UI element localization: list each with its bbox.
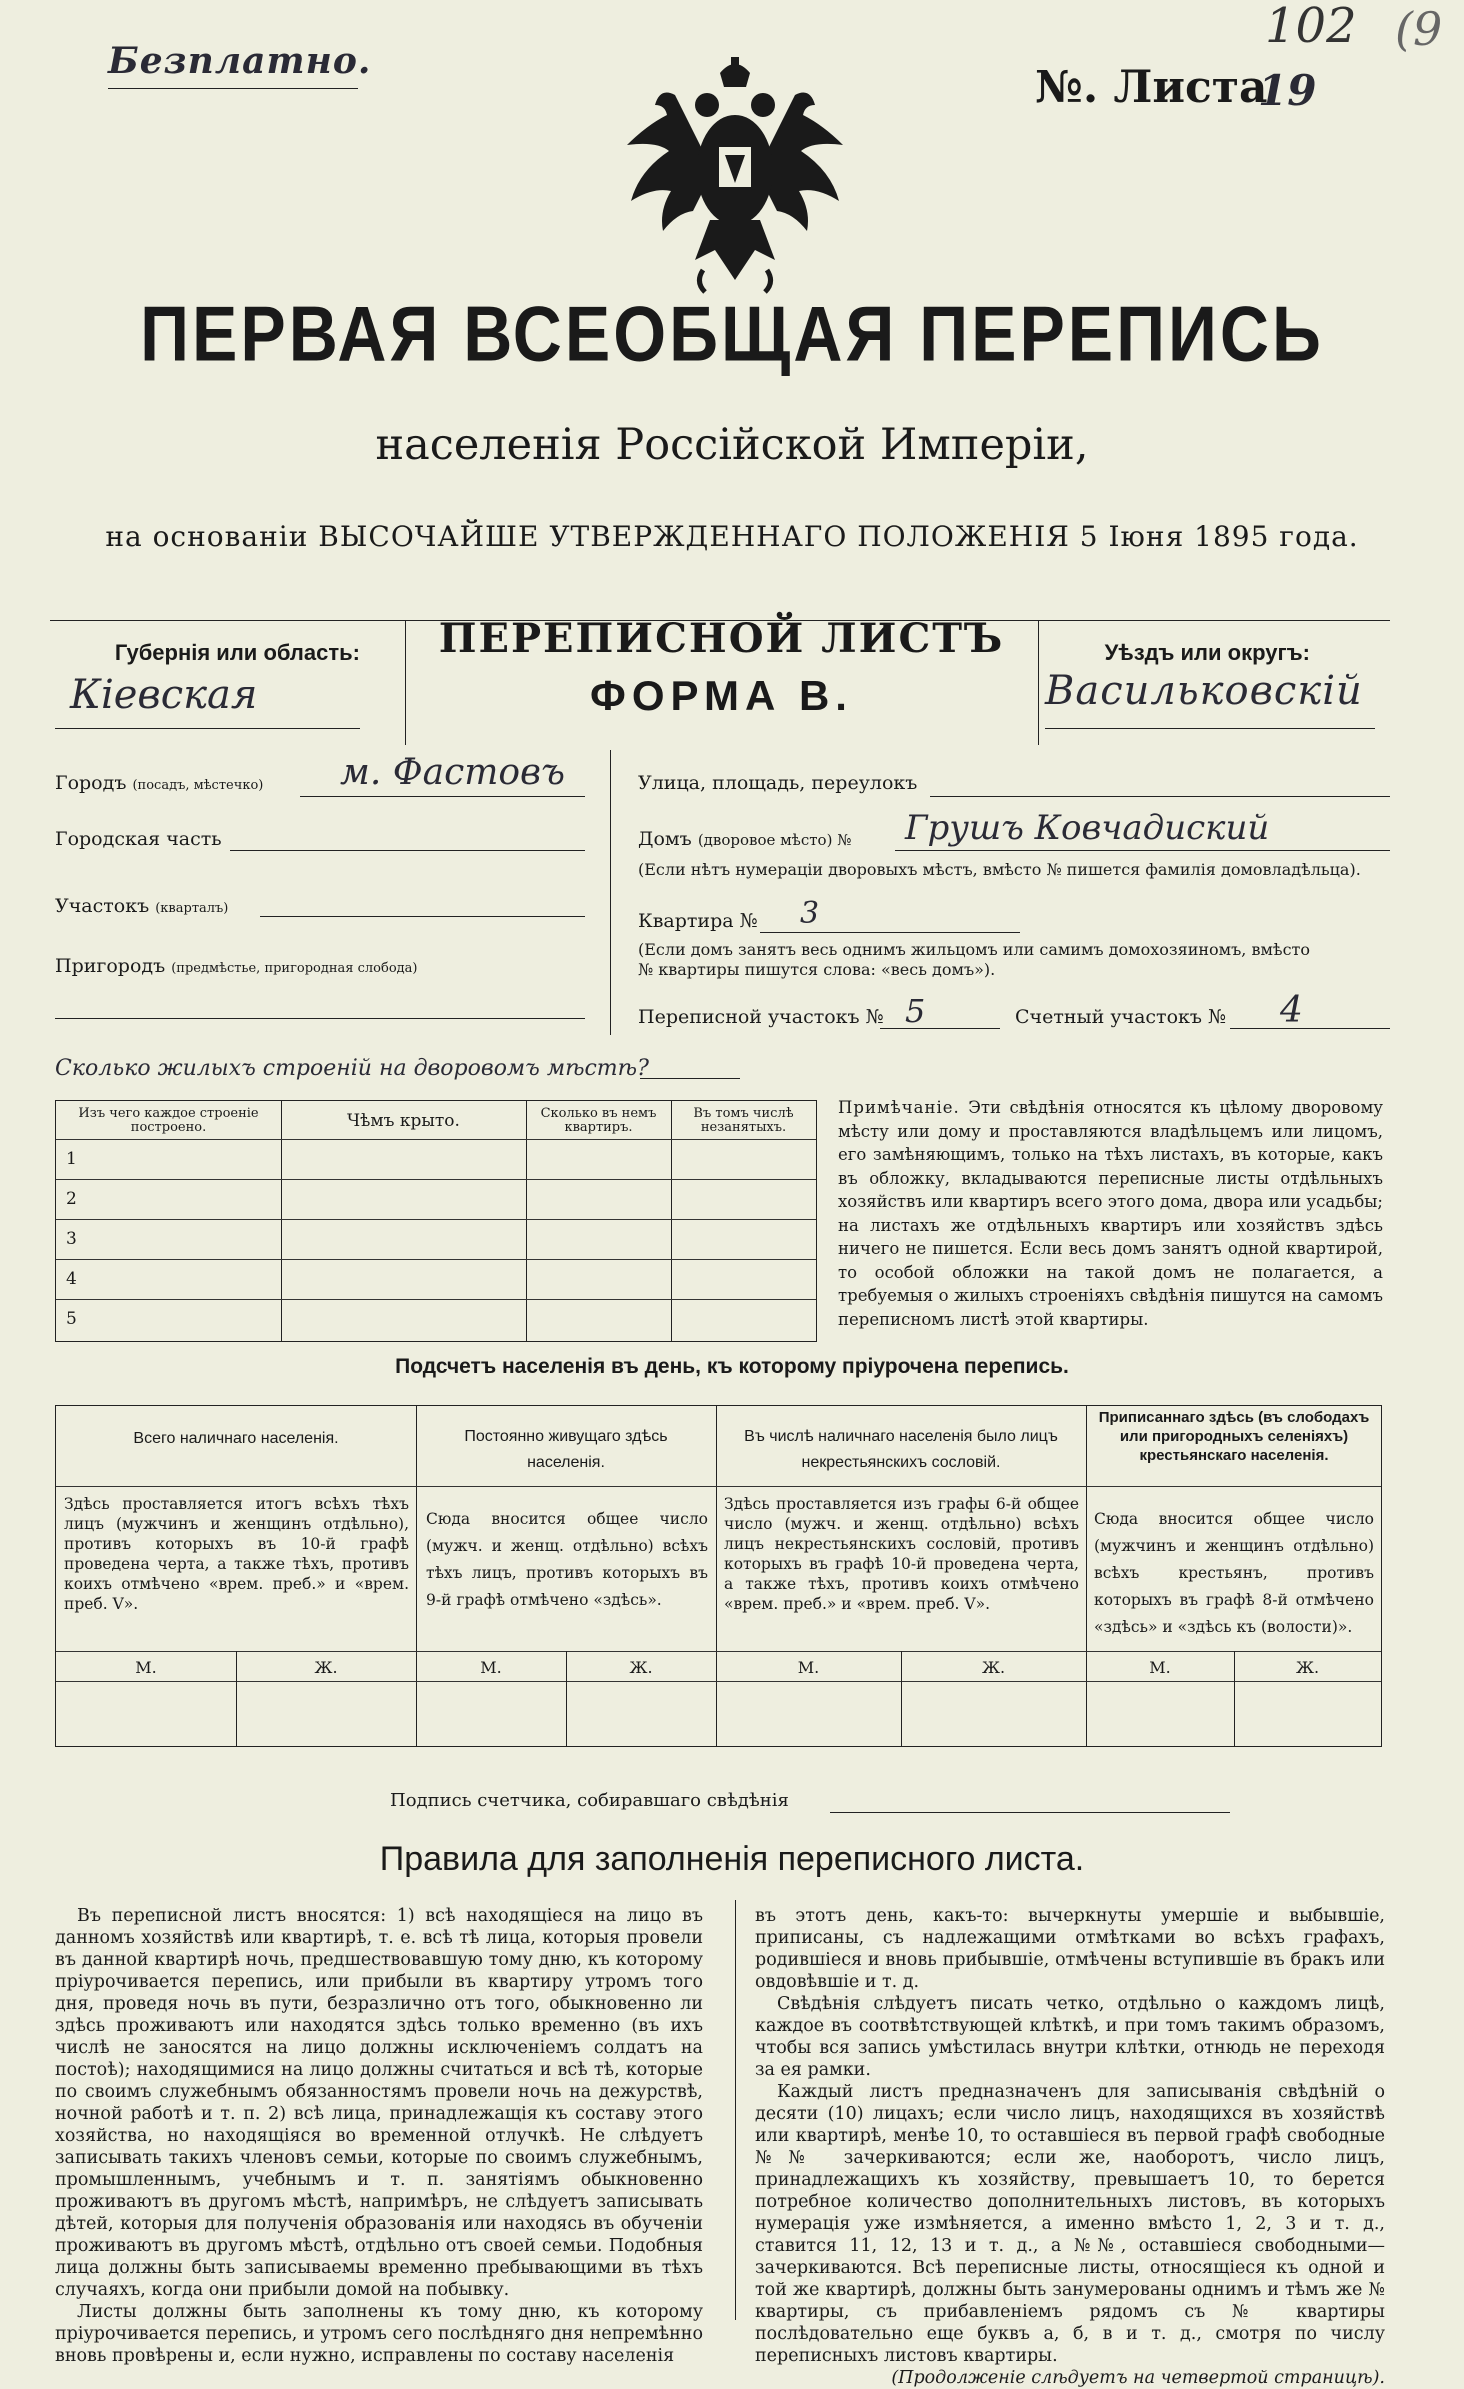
town-hint: (посадъ, мѣстечко) <box>132 778 264 793</box>
suburb-label: Пригородъ <box>55 955 166 977</box>
note-text: Эти свѣдѣнія относятся къ цѣлому дворовому мѣсту или дому и проставляются владѣльцемъ или лицомъ, его замѣняющимъ, только на тѣхъ листахъ, въ которые, какъ въ обложку, вкладываются переписные листы отдѣльныхъ хозяйствъ или квартиръ всего этого дома, двора или усадьбы; на листахъ же отдѣльныхъ квартиръ или хозяйствъ здѣсь ничего не пишется. Если весь домъ занятъ одной квартирой, то особой обложки на такой домъ не полагается, а требуемыя о жилыхъ строеніяхъ свѣдѣнія пишутся на самомъ переписномъ листѣ этой квартиры. <box>838 1098 1383 1329</box>
note-label: Примѣчаніе. <box>838 1098 960 1117</box>
row-number: 5 <box>66 1309 77 1329</box>
rules-paragraph: Каждый листъ предназначенъ для записыванія свѣдѣній о десяти (10) лицахъ; если число лицъ, находящихся въ хозяйствѣ или квартирѣ, менѣе 10, то оставшіеся въ первой графѣ свободные №№ зачеркиваются; если же, наоборотъ, число лицъ, принадлежащихъ къ хозяйству, превышаетъ 10, то берется потребное количество дополнительныхъ листовъ, въ которыхъ нумерація уже измѣняется, а именно вмѣсто 1, 2, 3 и т. д., ставится 11, 12, 13 и т. д., а №№, оставшіеся свободными—зачеркиваются. Всѣ переписные листы, относящіеся къ одной и той же квартирѣ, должны быть занумерованы однимъ и тѣмъ же № квартиры, съ прибавленіемъ рядомъ съ № квартиры послѣдовательно еще буквъ а, б, в и т. д., смотря по числу переписныхъ листовъ квартиры. <box>755 2082 1385 2366</box>
apartment-label: Квартира № <box>638 910 758 932</box>
row-number: 1 <box>66 1149 77 1169</box>
col-nonpeasant-desc: Здѣсь проставляется изъ графы 6-й общее число (мужч. и женщ. отдѣльно) всѣхъ лицъ некрестьянскихъ сословій, противъ которыхъ въ графѣ 10-й проведена черта, а также тѣхъ, противъ коихъ отмѣчено «врем. преб.» и «врем. преб. V». <box>724 1495 1079 1613</box>
col-total-title: Всего наличнаго населенія. <box>133 1430 339 1447</box>
sheet-number-label: №. Листа <box>1035 62 1268 113</box>
town-part-label: Городская часть <box>55 828 222 850</box>
rules-paragraph: Свѣдѣнія слѣдуетъ писать четко, отдѣльно о каждомъ лицѣ, каждое въ соотвѣтствующей клѣткѣ, и при томъ такимъ образомъ, чтобы вся запись умѣстилась внутри клѣтки, отнюдь не переходя за ея рамки. <box>755 1994 1385 2080</box>
buildings-table <box>55 1100 817 1342</box>
house-value: Грушъ Ковчадиский <box>905 808 1270 848</box>
female-header: Ж. <box>981 1658 1006 1677</box>
house-note: (Если нѣтъ нумераціи дворовыхъ мѣстъ, вмѣсто № пишется фамилія домовладѣльца). <box>638 860 1361 879</box>
col-permanent-title: Постоянно живущаго здѣсь населенія. <box>464 1428 668 1471</box>
province-value: Кіевская <box>70 672 258 718</box>
population-heading: Подсчетъ населенія въ день, къ которому пріурочена перепись. <box>395 1355 1069 1378</box>
imperial-eagle-emblem <box>615 55 855 300</box>
district-label: Уѣздъ или округъ: <box>1104 640 1310 665</box>
col-apartments: Сколько въ немъ квартиръ. <box>540 1106 657 1135</box>
male-header: М. <box>480 1658 502 1677</box>
buildings-question: Сколько жилыхъ строеній на дворовомъ мѣстѣ? <box>55 1056 649 1081</box>
rules-right-column <box>755 1905 1385 2389</box>
town-label: Городъ <box>55 772 127 794</box>
row-number: 4 <box>66 1269 77 1289</box>
col-material: Изъ чего каждое строеніе построено. <box>78 1106 259 1135</box>
precinct-hint: (кварталъ) <box>155 901 229 916</box>
form-name: ФОРМА В. <box>590 672 853 719</box>
female-header: Ж. <box>1295 1658 1320 1677</box>
apartment-note-1: (Если домъ занятъ весь однимъ жильцомъ или самимъ домохозяиномъ, вмѣсто <box>638 940 1311 959</box>
enumerator-signature-label: Подпись счетчика, собиравшаго свѣдѣнія <box>390 1790 789 1811</box>
population-table <box>55 1405 1382 1747</box>
male-header: М. <box>1149 1658 1171 1677</box>
count-section-value: 4 <box>1280 990 1303 1031</box>
house-hint: (дворовое мѣсто) № <box>697 831 852 849</box>
province-label: Губернія или область: <box>114 640 360 665</box>
apartment-value: 3 <box>800 896 820 931</box>
free-label: Безплатно. <box>108 40 372 82</box>
rules-heading: Правила для заполненія переписного листа. <box>379 1840 1085 1878</box>
col-vacant: Въ томъ числѣ незанятыхъ. <box>693 1106 794 1135</box>
male-header: М. <box>135 1658 157 1677</box>
street-label: Улица, площадь, переулокъ <box>638 772 918 794</box>
rules-continued: (Продолженіе слѣдуетъ на четвертой страницѣ). <box>891 2368 1385 2388</box>
main-title: ПЕРВАЯ ВСЕОБЩАЯ ПЕРЕПИСЬ <box>140 290 1324 378</box>
buildings-note <box>838 1096 1383 1331</box>
sheet-number-value: 19 <box>1258 66 1317 115</box>
district-value: Васильковскій <box>1045 668 1363 714</box>
rules-paragraph: Въ переписной листъ вносятся: 1) всѣ находящіеся на лицо въ данномъ хозяйствѣ или квартирѣ, т. е. всѣ тѣ лица, которыя провели въ данной квартирѣ ночь, предшествовавшую тому дню, къ которому пріурочивается перепись, или прибыли въ квартиру утромъ того дня, проведя ночь въ пути, безразлично отъ того, обыкновенно ли здѣсь проживаютъ или находятся здѣсь только временно (въ ихъ числѣ не заносятся на лицо должны исключеніемъ солдатъ на постоѣ); находящимися на лицо должны считаться и всѣ тѣ, которые по своимъ служебнымъ обязанностямъ провели ночь на дежурствѣ, ночной работѣ и т. п. 2) всѣ лица, принадлежащія къ составу этого хозяйства, но находящіяся во временной отлучкѣ. Не слѣдуетъ записывать такихъ членовъ семьи, которые по своимъ служебнымъ, промышленнымъ, учебнымъ и т. п. занятіямъ обыкновенно проживаютъ въ другомъ мѣстѣ, напримѣръ, не слѣдуетъ записывать дѣтей, которыя для полученія образованія или находясь въ обученіи проживаютъ въ другомъ мѣстѣ, отдѣльно отъ своей семьи. Подобныя лица должны быть записываемы временно пребывающими въ тѣхъ случаяхъ, когда они прибыли домой на побывку. <box>55 1906 703 2300</box>
col-roof: Чѣмъ крыто. <box>347 1111 460 1131</box>
census-section-label: Переписной участокъ № <box>638 1006 884 1028</box>
rules-paragraph: въ этотъ день, какъ-то: вычеркнуты умершіе и выбывшіе, приписаны, съ надлежащими отмѣтками во всѣхъ графахъ, родившіеся и вновь прибывшіе, отмѣчены вступившіе въ бракъ или овдовѣвшіе и т. д. <box>755 1906 1385 1992</box>
subtitle: населенія Россійской Имперіи, <box>375 420 1089 470</box>
row-number: 3 <box>66 1229 77 1249</box>
archive-mark: (9 <box>1395 2 1443 56</box>
female-header: Ж. <box>629 1658 653 1677</box>
rules-left-column <box>55 1905 703 2367</box>
col-peasant-desc: Сюда вносится общее число (мужчинъ и женщинъ отдѣльно) всѣхъ крестьянъ, противъ которыхъ въ графѣ 8-й отмѣчено «здѣсь» и «здѣсь къ (волости)». <box>1094 1510 1374 1636</box>
col-peasant-title: Приписаннаго здѣсь (въ слободахъ или пригородныхъ селеніяхъ) крестьянскаго населенія. <box>1098 1409 1370 1464</box>
house-label: Домъ <box>638 828 692 850</box>
col-permanent-desc: Сюда вносится общее число (мужч. и женщ. отдѣльно) всѣхъ тѣхъ лицъ, противъ которыхъ въ 9-й графѣ отмѣчено «здѣсь». <box>426 1510 708 1609</box>
apartment-note-2: № квартиры пишутся слова: «весь домъ»). <box>638 960 996 979</box>
count-section-label: Счетный участокъ № <box>1015 1006 1226 1028</box>
census-section-value: 5 <box>905 992 926 1030</box>
male-header: М. <box>797 1658 820 1677</box>
town-value: м. Фастовъ <box>340 752 565 793</box>
sheet-title: ПЕРЕПИСНОЙ ЛИСТЪ <box>438 615 1005 662</box>
archive-number: 102 <box>1265 0 1357 54</box>
female-header: Ж. <box>314 1658 338 1677</box>
decree-basis: на основаніи ВЫСОЧАЙШЕ УТВЕРЖДЕННАГО ПОЛОЖЕНІЯ 5 Іюня 1895 года. <box>105 520 1359 553</box>
suburb-hint: (предмѣстье, пригородная слобода) <box>171 961 418 976</box>
col-nonpeasant-title: Въ числѣ наличнаго населенія было лицъ некрестьянскихъ сословій. <box>744 1428 1058 1471</box>
rules-paragraph: Листы должны быть заполнены къ тому дню, къ которому пріурочивается перепись, и утромъ сего послѣдняго дня непремѣнно вновь провѣрены и, если нужно, исправлены по составу населенія <box>55 2302 703 2366</box>
col-total-desc: Здѣсь проставляется итогъ всѣхъ тѣхъ лицъ (мужчинъ и женщинъ отдѣльно), противъ которыхъ въ 10-й графѣ проведена черта, а также тѣхъ, противъ коихъ отмѣчено «врем. преб.» и «врем. преб. V». <box>64 1495 409 1613</box>
precinct-label: Участокъ <box>55 895 150 917</box>
row-number: 2 <box>66 1189 77 1209</box>
